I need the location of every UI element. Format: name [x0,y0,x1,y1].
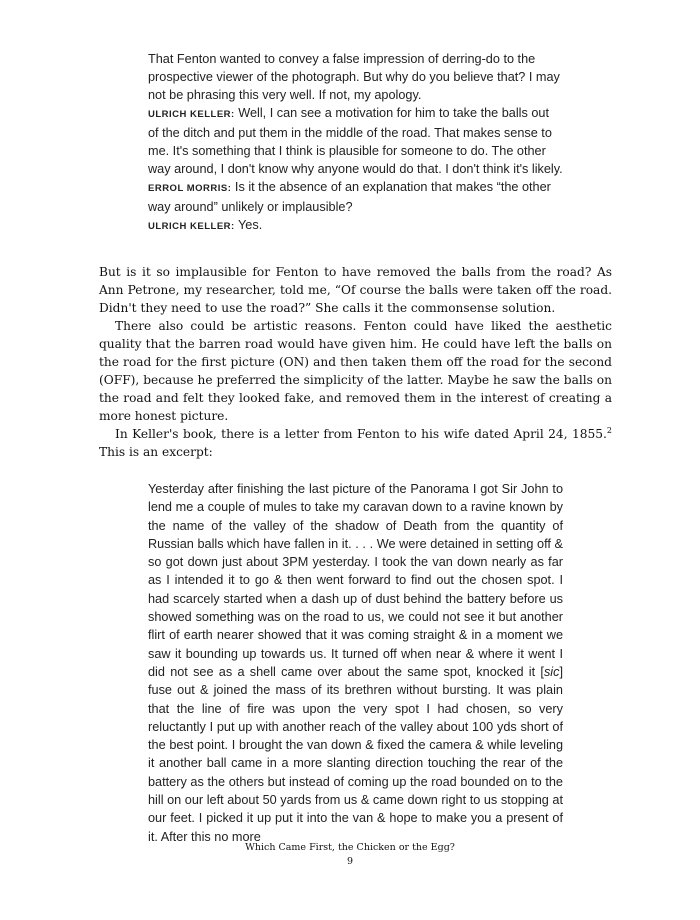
speaker-name: ERROL MORRIS: [148,183,232,194]
speaker-text: Well, I can see a motivation for him to take the balls out of the ditch and put them in the middle of the road. That makes sense to me. It's something that I think is plausible for someone to do. The other way around, I don't know why anyone would do that. I don't think it's likely. [148,106,563,176]
page-number: 9 [346,856,354,867]
body-paragraph: But is it so implausible for Fenton to have removed the balls from the road? As Ann Petrone, my researcher, told me, “Of course the balls were taken off the road. Didn't they need to use the road?” She calls it the commonsense solution. [99,265,612,315]
interview-exchange [148,104,563,178]
body-paragraph [99,425,612,461]
speaker-name: ULRICH KELLER: [148,109,235,120]
speaker-text: Is it the absence of an explanation that makes “the other way around” unlikely or implausible? [148,180,551,214]
letter-excerpt [148,480,563,846]
footnote-marker[interactable]: 2 [606,425,612,435]
running-footer-title: Which Came First, the Chicken or the Egg? [245,842,455,853]
sic-note: sic [543,664,560,679]
interview-exchange [148,178,563,216]
speaker-text: Yes. [238,218,263,232]
body-paragraph: There also could be artistic reasons. Fenton could have liked the aesthetic quality that the barren road would have given him. He could have left the balls on the road for the first picture (ON) and then taken them off the road for the second (OFF), because he preferred the simplicity of the latter. Maybe he saw the balls on the road and felt they looked fake, and removed them in the interest of creating a more honest picture. [99,319,612,423]
body-paragraph-text: In Keller's book, there is a letter from Fenton to his wife dated April 24, 1855. [115,427,607,441]
interview-excerpt [148,50,563,236]
body-paragraph-text: This is an excerpt: [99,445,213,459]
interview-intro: That Fenton wanted to convey a false impression of derring-do to the prospective viewer of the photograph. But why do you believe that? I may not be phrasing this very well. If not, my apology. [148,52,560,102]
interview-exchange [148,216,563,236]
letter-text [148,480,563,846]
speaker-name: ULRICH KELLER: [148,221,235,232]
body-text [99,263,612,461]
letter-text-part: ] fuse out & joined the mass of its brethren without bursting. It was plain that the line of fire was upon the very spot I had chosen, so very reluctantly I put up with another reach of the valley about 100 yds short of the best point. I brought the van down & fixed the camera & while leveling it another ball came in a more slanting direction touching the rear of the battery as the others but instead of coming up the road bounded on to the hill on our left about 50 yards from us & came down right to us stopping at our feet. I picked it up put it into the van & hope to make you a present of it. After this no more [148,664,563,844]
letter-text-part: Yesterday after finishing the last picture of the Panorama I got Sir John to lend me a couple of mules to take my caravan down to a ravine known by the name of the valley of the shadow of Death from the quantity of Russian balls which have fallen in it. . . . We were detained in setting off & so got down just about 3PM yesterday. I took the van down nearly as far as I intended it to go & then went forward to find out the chosen spot. I had scarcely started when a dash up of dust behind the battery before us showed something was on the road to us, we could not see it but another flirt of earth nearer showed that it was coming straight & in a moment we saw it bounding up towards us. It turned off when near & where it went I did not see as a shell came over about the same spot, knocked it [ [148,482,563,679]
